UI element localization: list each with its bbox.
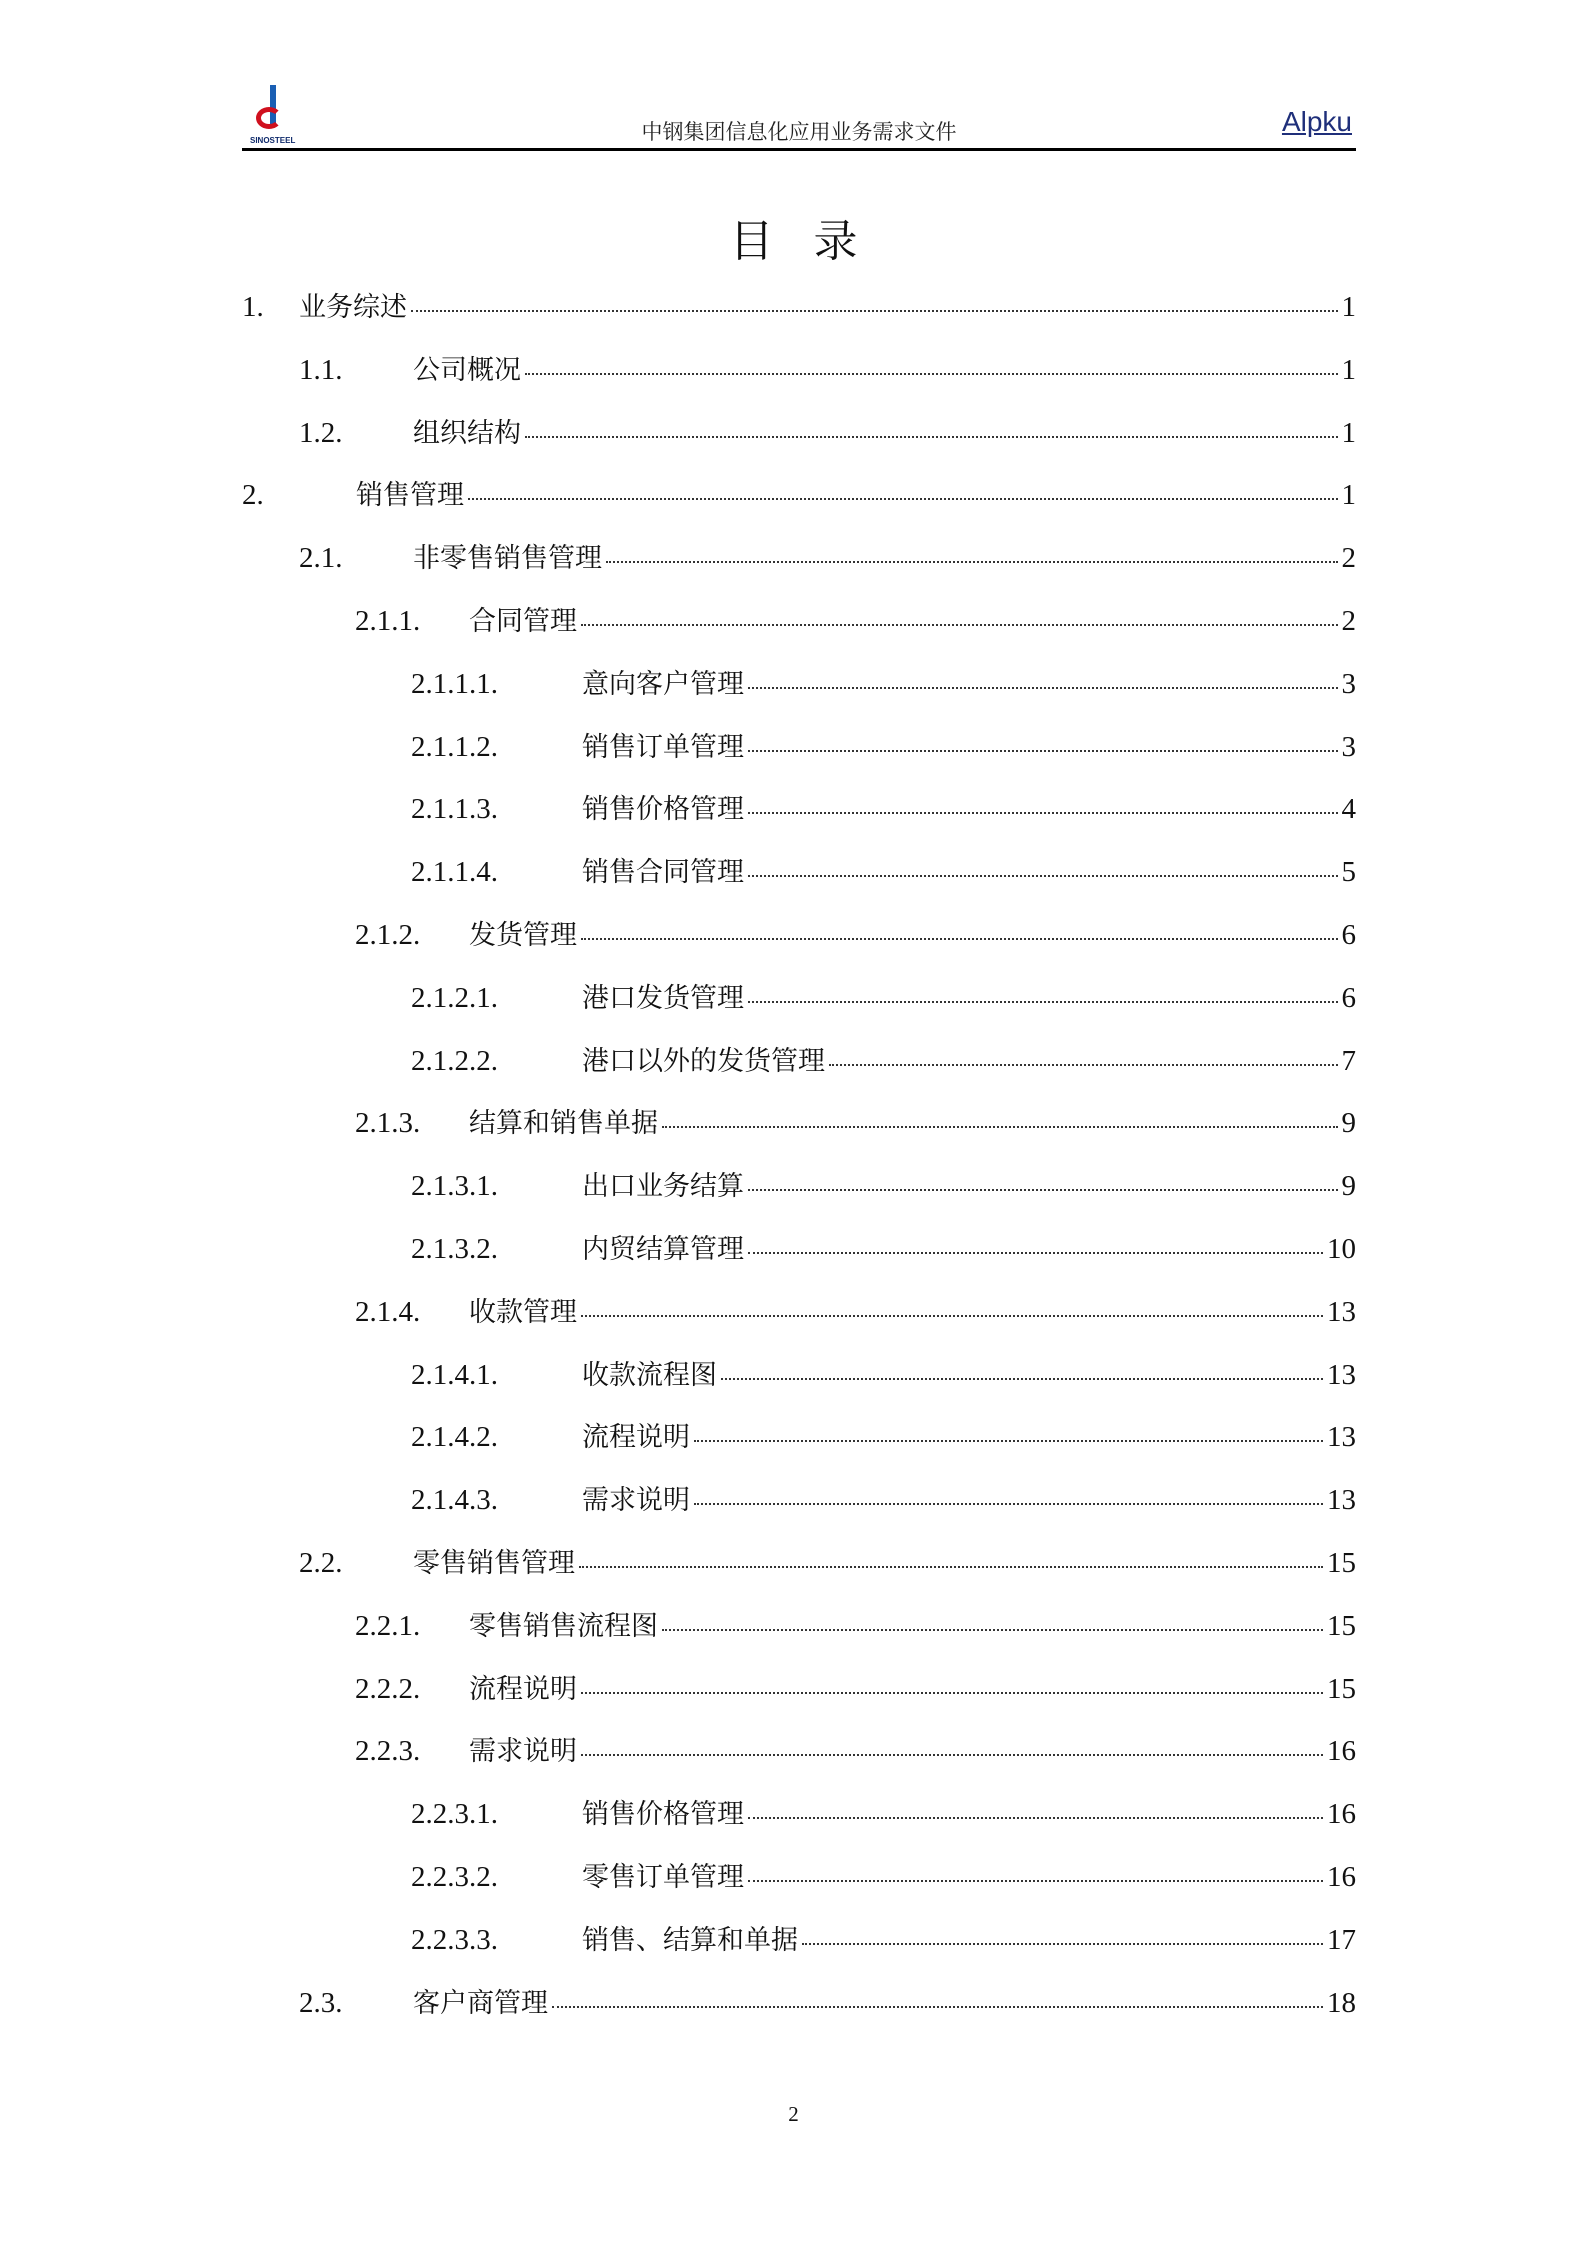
toc-entry-number: 2.1.3.1.	[411, 1170, 498, 1203]
toc-entry-title: 销售订单管理	[582, 731, 744, 763]
toc-entry[interactable]	[242, 1541, 1356, 1604]
toc-entry-title: 销售、结算和单据	[582, 1924, 798, 1956]
toc-entry-title: 公司概况	[413, 354, 521, 386]
toc-entry-title: 组织结构	[413, 417, 521, 449]
dot-leader	[581, 1315, 1323, 1317]
dot-leader	[748, 1189, 1338, 1191]
toc-entry-number: 2.1.1.4.	[411, 856, 498, 889]
toc-entry-number: 2.2.3.2.	[411, 1860, 498, 1893]
toc-entry-number: 2.1.4.2.	[411, 1421, 498, 1454]
toc-entry-title: 销售管理	[356, 480, 464, 512]
toc-entry-title: 零售销售流程图	[469, 1610, 658, 1642]
toc-entry-title: 流程说明	[582, 1422, 690, 1454]
toc-entry-page: 5	[1341, 856, 1356, 889]
toc-entry-page: 1	[1341, 291, 1356, 323]
toc-entry[interactable]	[242, 1604, 1356, 1667]
toc-entry-page: 7	[1341, 1044, 1356, 1077]
toc-entry[interactable]	[242, 1415, 1356, 1478]
dot-leader	[748, 687, 1338, 689]
toc-entry-number: 2.1.2.2.	[411, 1044, 498, 1077]
toc-entry-title: 发货管理	[469, 919, 577, 951]
toc-entry[interactable]	[242, 1101, 1356, 1164]
toc-entry-page: 16	[1327, 1860, 1356, 1893]
toc-entry-page: 13	[1327, 1295, 1356, 1328]
dot-leader	[748, 1880, 1323, 1882]
toc-entry[interactable]	[242, 1918, 1356, 1981]
dot-leader	[748, 750, 1338, 752]
toc-entry-title: 意向客户管理	[582, 668, 744, 700]
toc-entry[interactable]	[242, 1667, 1356, 1730]
toc-entry[interactable]	[242, 913, 1356, 976]
toc-entry[interactable]	[242, 1353, 1356, 1416]
toc-entry-number: 2.1.1.1.	[411, 667, 498, 700]
toc-entry-title: 内贸结算管理	[582, 1233, 744, 1265]
toc-entry[interactable]	[242, 1164, 1356, 1227]
toc-entry[interactable]	[242, 599, 1356, 662]
toc-entry-page: 3	[1341, 730, 1356, 763]
toc-entry-number: 2.	[242, 479, 264, 512]
toc-entry-number: 2.2.3.1.	[411, 1798, 498, 1831]
alpku-logo: Alpku	[1281, 106, 1352, 137]
dot-leader	[662, 1629, 1323, 1631]
toc-entry-page: 9	[1341, 1170, 1356, 1203]
toc-entry-page: 15	[1327, 1672, 1356, 1705]
toc-entry[interactable]	[242, 662, 1356, 725]
toc-entry-page: 15	[1327, 1546, 1356, 1579]
page-number: 2	[788, 2102, 799, 2126]
toc-entry-page: 6	[1341, 981, 1356, 1014]
toc-entry-number: 2.2.2.	[355, 1672, 421, 1705]
toc-entry[interactable]	[242, 1855, 1356, 1918]
toc-entry-page: 6	[1341, 918, 1356, 951]
toc-entry-number: 2.1.1.	[355, 604, 421, 637]
toc-entry-page: 1	[1341, 416, 1356, 449]
toc-entry-number: 2.1.1.2.	[411, 730, 498, 763]
toc-entry-page: 16	[1327, 1735, 1356, 1768]
toc-entry-title: 需求说明	[582, 1485, 690, 1517]
toc-title: 目录	[729, 216, 898, 267]
dot-leader	[662, 1126, 1338, 1128]
dot-leader	[579, 1566, 1323, 1568]
dot-leader	[411, 310, 1338, 312]
toc-entry-page: 10	[1327, 1232, 1356, 1265]
toc-entry-title: 业务综述	[299, 292, 407, 323]
toc-entry-number: 2.1.2.	[355, 918, 421, 951]
toc-entry-title: 非零售销售管理	[413, 543, 602, 575]
toc-entry-number: 2.1.2.1.	[411, 981, 498, 1014]
toc-entry[interactable]	[242, 473, 1356, 536]
toc-entry-page: 4	[1341, 793, 1356, 826]
toc-entry-page: 13	[1327, 1484, 1356, 1517]
toc-entry-number: 2.1.4.1.	[411, 1358, 498, 1391]
toc-entry[interactable]	[242, 1290, 1356, 1353]
toc-entry-number: 2.1.	[299, 542, 343, 575]
dot-leader	[748, 1001, 1338, 1003]
toc-entry-page: 16	[1327, 1798, 1356, 1831]
toc-entry-title: 合同管理	[469, 605, 577, 637]
toc-entry[interactable]	[242, 725, 1356, 788]
toc-entry[interactable]	[242, 1227, 1356, 1290]
toc-entry[interactable]	[242, 536, 1356, 599]
dot-leader	[552, 2006, 1323, 2008]
toc-entry-number: 1.2.	[299, 416, 343, 449]
toc-entry-number: 2.2.3.3.	[411, 1923, 498, 1956]
toc-entry-number: 2.2.1.	[355, 1609, 421, 1642]
toc-entry-number: 2.1.3.2.	[411, 1232, 498, 1265]
toc-entry-page: 1	[1341, 353, 1356, 386]
dot-leader	[748, 1252, 1323, 1254]
toc-entry-number: 2.1.1.3.	[411, 793, 498, 826]
dot-leader	[748, 812, 1338, 814]
page-header	[242, 80, 1356, 151]
dot-leader	[802, 1943, 1323, 1945]
dot-leader	[694, 1440, 1323, 1442]
toc-entry-page: 1	[1341, 479, 1356, 512]
toc-entry-page: 17	[1327, 1923, 1356, 1956]
toc-entry-page: 2	[1341, 604, 1356, 637]
toc-entry-title: 流程说明	[469, 1673, 577, 1705]
toc-entry-title: 客户商管理	[413, 1987, 548, 2019]
dot-leader	[581, 1754, 1323, 1756]
dot-leader	[829, 1064, 1338, 1066]
toc-entry-number: 2.2.	[299, 1546, 343, 1579]
toc-entry-title: 港口发货管理	[582, 982, 744, 1014]
toc-entry[interactable]	[242, 1039, 1356, 1102]
toc-entry-title: 零售销售管理	[413, 1547, 575, 1579]
header-title: 中钢集团信息化应用业务需求文件	[641, 120, 957, 144]
toc-entry-page: 18	[1327, 1986, 1356, 2019]
toc-entry-title: 收款管理	[469, 1296, 577, 1328]
dot-leader	[468, 498, 1338, 500]
toc-entry-title: 需求说明	[469, 1736, 577, 1768]
toc-entry-title: 收款流程图	[582, 1359, 717, 1391]
dot-leader	[581, 938, 1338, 940]
toc-entry[interactable]	[242, 411, 1356, 474]
toc-entry-title: 零售订单管理	[582, 1861, 744, 1893]
toc-entry-page: 3	[1341, 667, 1356, 700]
toc-entry-number: 2.3.	[299, 1986, 343, 2019]
sinosteel-logo: SINOSTEEL	[250, 85, 294, 145]
toc-entry[interactable]	[242, 1478, 1356, 1541]
dot-leader	[525, 436, 1338, 438]
toc-entry[interactable]	[242, 1981, 1356, 2044]
toc-entry-page: 15	[1327, 1609, 1356, 1642]
toc-entry[interactable]	[242, 850, 1356, 913]
toc-entry[interactable]	[242, 1729, 1356, 1792]
table-of-contents	[242, 285, 1356, 2043]
toc-entry-title: 港口以外的发货管理	[582, 1045, 825, 1077]
dot-leader	[748, 875, 1338, 877]
toc-entry-page: 13	[1327, 1358, 1356, 1391]
toc-entry[interactable]	[242, 348, 1356, 411]
toc-entry-number: 2.1.3.	[355, 1107, 421, 1140]
toc-entry-title: 销售合同管理	[582, 857, 744, 889]
toc-entry-page: 9	[1341, 1107, 1356, 1140]
dot-leader	[694, 1503, 1323, 1505]
dot-leader	[606, 561, 1338, 563]
dot-leader	[748, 1817, 1323, 1819]
dot-leader	[721, 1378, 1323, 1380]
toc-entry[interactable]	[242, 285, 1356, 348]
toc-entry-page: 13	[1327, 1421, 1356, 1454]
toc-entry-title: 销售价格管理	[582, 794, 744, 826]
toc-entry-title: 结算和销售单据	[469, 1108, 658, 1140]
toc-entry[interactable]	[242, 976, 1356, 1039]
toc-entry-title: 出口业务结算	[582, 1171, 744, 1203]
dot-leader	[581, 624, 1338, 626]
toc-entry[interactable]	[242, 1792, 1356, 1855]
dot-leader	[525, 373, 1338, 375]
toc-entry-page: 2	[1341, 542, 1356, 575]
toc-entry-title: 销售价格管理	[582, 1799, 744, 1831]
dot-leader	[581, 1692, 1323, 1694]
toc-entry-number: 2.1.4.	[355, 1295, 421, 1328]
toc-entry-number: 2.2.3.	[355, 1735, 421, 1768]
toc-entry-number: 1.1.	[299, 353, 343, 386]
toc-entry-number: 1.	[242, 291, 264, 323]
toc-entry-number: 2.1.4.3.	[411, 1484, 498, 1517]
toc-entry[interactable]	[242, 787, 1356, 850]
